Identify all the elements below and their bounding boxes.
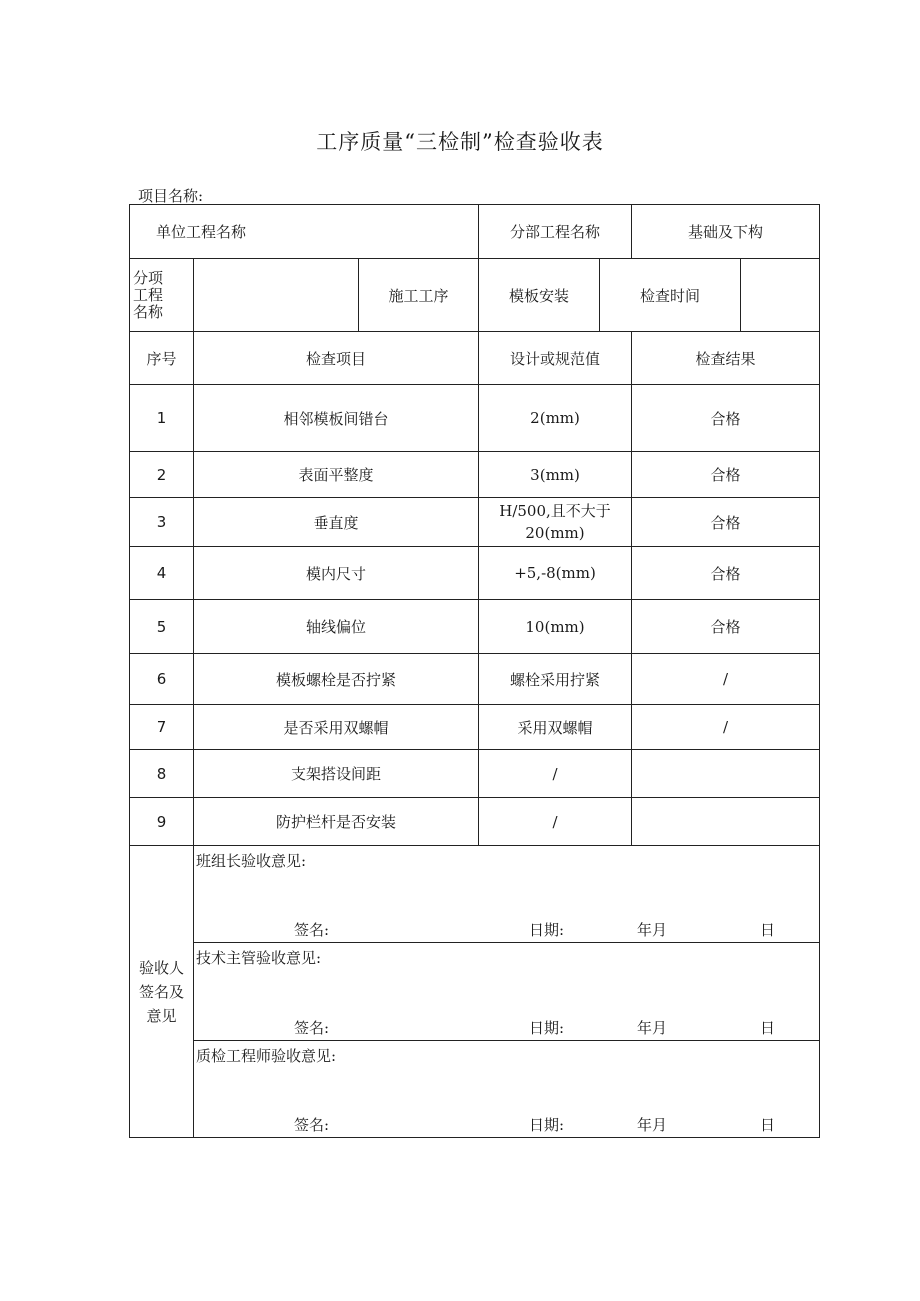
row-item: 相邻模板间错台 xyxy=(194,385,479,452)
row-result: 合格 xyxy=(632,498,820,547)
signoff-row-tech-supervisor xyxy=(130,943,820,1041)
opinion-label: 技术主管验收意见: xyxy=(196,949,322,967)
row-result: 合格 xyxy=(632,385,820,452)
row-spec: +5,-8(mm) xyxy=(479,547,632,600)
signature-label: 签名: xyxy=(294,921,330,939)
sub-project-label: 分部工程名称 xyxy=(479,205,632,259)
date-label: 日期: xyxy=(529,921,565,939)
row-seq: 1 xyxy=(130,385,194,452)
row-item: 模内尺寸 xyxy=(194,547,479,600)
col-seq: 序号 xyxy=(130,332,194,385)
table-row xyxy=(130,498,820,547)
unit-project-label: 单位工程名称 xyxy=(130,205,479,259)
row-spec: 3(mm) xyxy=(479,452,632,498)
row-seq: 5 xyxy=(130,600,194,654)
row-spec: 10(mm) xyxy=(479,600,632,654)
signoff-label-line: 意见 xyxy=(146,1006,177,1025)
item-project-label-line: 工程 xyxy=(133,285,164,304)
tech-supervisor-opinion[interactable] xyxy=(194,943,820,1041)
row-item: 防护栏杆是否安装 xyxy=(194,798,479,846)
table-row xyxy=(130,798,820,846)
table-row xyxy=(130,654,820,705)
table-row xyxy=(130,600,820,654)
signature-label: 签名: xyxy=(294,1019,330,1037)
signature-label: 签名: xyxy=(294,1116,330,1134)
table-row xyxy=(130,547,820,600)
row-result: 合格 xyxy=(632,452,820,498)
day-label: 日 xyxy=(760,1019,776,1037)
row-item: 支架搭设间距 xyxy=(194,750,479,798)
header-row-process xyxy=(130,259,820,332)
year-month-label: 年月 xyxy=(637,1019,668,1037)
signoff-row-team-leader xyxy=(130,846,820,943)
row-spec: 2(mm) xyxy=(479,385,632,452)
item-project-label-line: 名称 xyxy=(133,302,164,321)
item-project-value[interactable] xyxy=(194,259,359,332)
col-spec: 设计或规范值 xyxy=(479,332,632,385)
row-item: 轴线偏位 xyxy=(194,600,479,654)
item-project-label-line: 分项 xyxy=(133,268,164,287)
row-item: 表面平整度 xyxy=(194,452,479,498)
check-time-label: 检查时间 xyxy=(600,259,741,332)
row-result: 合格 xyxy=(632,547,820,600)
qc-engineer-opinion[interactable] xyxy=(194,1041,820,1138)
col-result: 检查结果 xyxy=(632,332,820,385)
row-seq: 6 xyxy=(130,654,194,705)
process-label: 施工工序 xyxy=(359,259,479,332)
team-leader-opinion[interactable] xyxy=(194,846,820,943)
signoff-row-qc-engineer xyxy=(130,1041,820,1138)
table-row xyxy=(130,750,820,798)
row-spec-line: 20(mm) xyxy=(525,524,585,542)
page-title: 工序质量“三检制”检查验收表 xyxy=(316,130,604,154)
day-label: 日 xyxy=(760,1116,776,1134)
opinion-label: 班组长验收意见: xyxy=(196,852,307,870)
opinion-label: 质检工程师验收意见: xyxy=(196,1047,337,1065)
row-spec-line: H/500,且不大于 xyxy=(499,502,611,520)
row-seq: 7 xyxy=(130,705,194,750)
process-value: 模板安装 xyxy=(479,259,600,332)
row-result xyxy=(632,750,820,798)
row-spec xyxy=(479,498,632,547)
day-label: 日 xyxy=(760,921,776,939)
col-item: 检查项目 xyxy=(194,332,479,385)
row-item: 垂直度 xyxy=(194,498,479,547)
table-row xyxy=(130,705,820,750)
row-item: 是否采用双螺帽 xyxy=(194,705,479,750)
signoff-label-line: 验收人 xyxy=(138,958,184,977)
sub-project-value: 基础及下构 xyxy=(632,205,820,259)
project-name-label: 项目名称: xyxy=(138,187,204,205)
header-row-unit xyxy=(130,205,820,259)
row-spec: 采用双螺帽 xyxy=(479,705,632,750)
inspection-table xyxy=(129,204,820,1138)
row-seq: 9 xyxy=(130,798,194,846)
row-seq: 8 xyxy=(130,750,194,798)
row-result: 合格 xyxy=(632,600,820,654)
row-seq: 2 xyxy=(130,452,194,498)
year-month-label: 年月 xyxy=(637,1116,668,1134)
signoff-label xyxy=(130,846,194,1138)
row-seq: 4 xyxy=(130,547,194,600)
date-label: 日期: xyxy=(529,1116,565,1134)
row-spec: 螺栓采用拧紧 xyxy=(479,654,632,705)
row-result: / xyxy=(632,705,820,750)
row-seq: 3 xyxy=(130,498,194,547)
signoff-label-line: 签名及 xyxy=(138,982,184,1001)
year-month-label: 年月 xyxy=(637,921,668,939)
row-spec: / xyxy=(479,750,632,798)
row-spec: / xyxy=(479,798,632,846)
row-result xyxy=(632,798,820,846)
item-project-label xyxy=(130,259,194,332)
row-item: 模板螺栓是否拧紧 xyxy=(194,654,479,705)
table-row xyxy=(130,452,820,498)
table-row xyxy=(130,385,820,452)
row-result: / xyxy=(632,654,820,705)
check-time-value[interactable] xyxy=(741,259,820,332)
column-header-row xyxy=(130,332,820,385)
date-label: 日期: xyxy=(529,1019,565,1037)
